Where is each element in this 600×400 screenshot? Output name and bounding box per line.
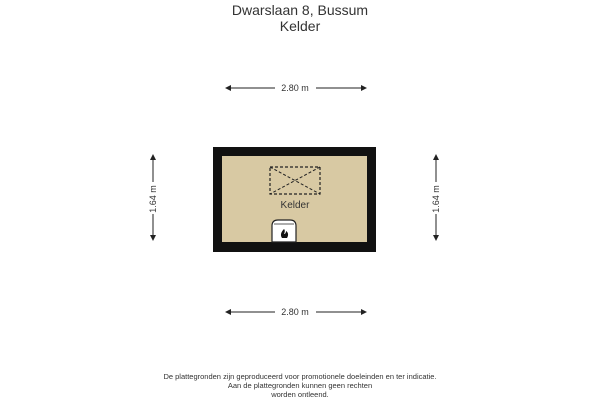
top-dimension-label: 2.80 m [281,83,309,93]
room-label: Kelder [280,200,310,211]
right-dimension [431,155,441,240]
address-title: Dwarslaan 8, Bussum [231,2,369,18]
disclaimer-line-3: worden ontleend. [271,390,329,399]
disclaimer [0,372,600,399]
left-dimension [148,155,158,240]
disclaimer-line-1: De plattegronden zijn geproduceerd voor promotionele doeleinden en ter indicatie. [163,372,437,381]
top-dimension [226,83,366,93]
left-dimension-label: 1.64 m [148,185,158,213]
boiler-icon [272,220,296,242]
bottom-dimension [226,307,366,317]
disclaimer-line-2: Aan de plattegronden kunnen geen rechten [227,381,373,390]
bottom-dimension-label: 2.80 m [281,307,309,317]
floor-title: Kelder [279,18,321,34]
right-dimension-label: 1.64 m [431,185,441,213]
